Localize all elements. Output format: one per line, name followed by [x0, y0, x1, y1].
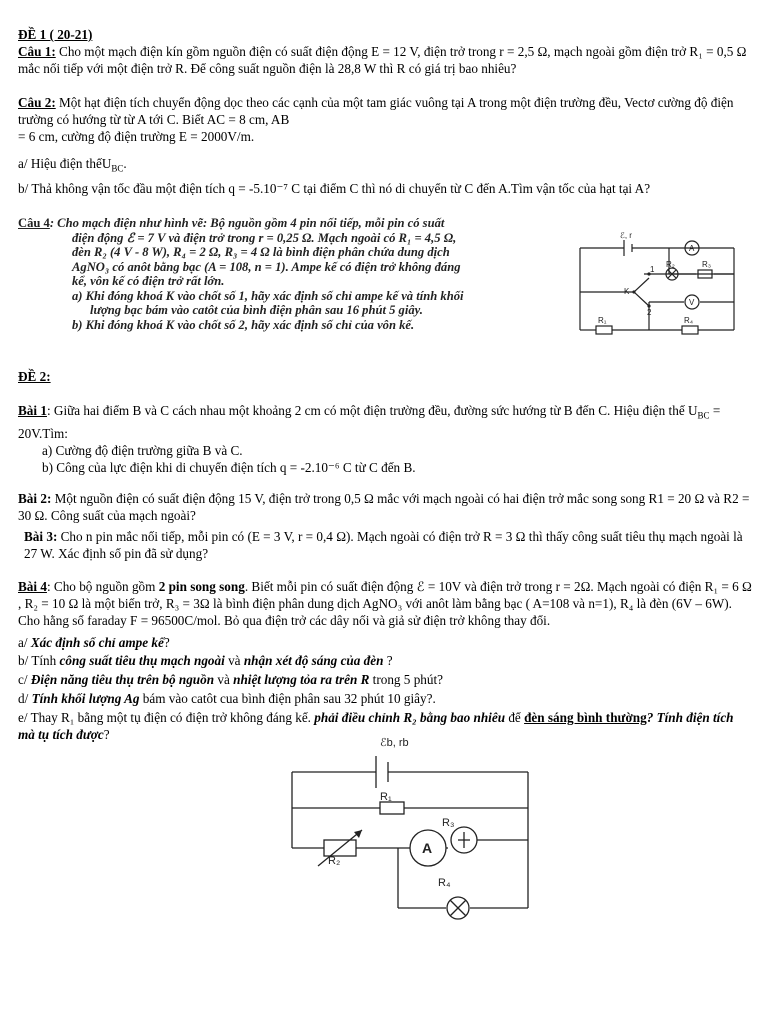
de2-bai1: Bài 1: Giữa hai điểm B và C cách nhau một khoảng 2 cm có một điện trường đều, đường sức hướng từ B đến C. Hiệu điện thế $U_{BC}$ = 20V.Tìm: a) Cường độ điện trường giữa B và C. b) Công của lực điện khi di chuyển điện tích q = -2.10⁻⁶ C từ C đến B.	[18, 402, 753, 476]
bai3-label: Bài 3:	[24, 529, 58, 544]
bai2-label: Bài 2:	[18, 491, 52, 506]
fig1-voltmeter-label: V	[689, 298, 695, 307]
cau4-block: Câu 4: Cho mạch điện như hình vẽ: Bộ nguồn gồm 4 pin nối tiếp, mỗi pin có suất điện động ℰ = 7 V và điện trở trong r = 0,25 Ω. Mạch ngoài có R₁ = 4,5 Ω, đèn R₂ (4 V - 8 W), R₄ = 2 Ω, R₃ = 4 Ω là bình điện phân chứa dung dịch AgNO₃ có anôt bằng bạc (A = 108, n = 1). Ampe kế có điện trở không đáng kể, vôn kế có điện trở rất lớn. a) Khi đóng khoá K vào chốt số 1, hãy xác định số chỉ ampe kế và tính khối lượng bạc bám vào catôt của bình điện phân sau 16 phút 5 giây. b) Khi đóng khoá K vào chốt số 2, hãy xác định số chỉ của vôn kế.	[18, 216, 464, 332]
circuit-diagram-2	[280, 730, 540, 930]
fig1-k-label: K	[624, 287, 630, 296]
bai4-question-c: c/ Điện năng tiêu thụ trên bộ nguồn và nhiệt lượng tỏa ra trên R trong 5 phút?	[18, 672, 443, 687]
fig1-r4-label: R₄	[684, 316, 694, 325]
bai1-label: Bài 1	[18, 403, 47, 418]
fig1-pin1-label: 1	[650, 265, 655, 274]
fig2-r2-label: R₂	[328, 855, 341, 867]
cau2-part-b: b/ Thả không vận tốc đầu một điện tích q = -5.10⁻⁷ C tại điểm C thì nó di chuyển từ C đến A.Tìm vận tốc của hạt tại A?	[18, 181, 651, 196]
de1-cau2	[18, 94, 753, 145]
de2-bai3: Bài 3: Cho n pin mắc nối tiếp, mỗi pin có (E = 3 V, r = 0,4 Ω). Mạch ngoài có điện trở R = 3 Ω thì thấy công suất tiêu thụ mạch ngoài là 27 W. Xác định số pin đã sử dụng?	[24, 529, 743, 561]
de2-bai2: Bài 2: Một nguồn điện có suất điện động 15 V, điện trở trong 0,5 Ω mắc với mạch ngoài có hai điện trở mắc song song R1 = 20 Ω và R2 = 30 Ω. Công suất của mạch ngoài?	[18, 491, 750, 523]
cau2-text: Một hạt điện tích chuyển động dọc theo các cạnh của một tam giác vuông tại A trong một điện trường đều, Vectơ cường độ điện trường có hướng từ từ A tới C. Biết AC = 8 cm, AB	[18, 95, 734, 127]
fig1-r2-label: R₂	[666, 260, 675, 269]
cau2-text2: = 6 cm, cường độ điện trường E = 2000V/m.	[18, 129, 255, 144]
cau4-label: Câu 4	[18, 216, 50, 230]
fig2-r4-label: R₄	[438, 877, 451, 889]
de2-title: ĐỀ 2:	[18, 369, 51, 384]
cau2-label: Câu 2:	[18, 95, 56, 110]
bai4-label: Bài 4	[18, 579, 47, 594]
fig2-source-label: ℰb, rb	[380, 737, 409, 749]
cau1-text: Cho một mạch điện kín gồm nguồn điện có suất điện động E = 12 V, điện trở trong r = 2,5 Ω, mạch ngoài gồm điện trở R₁ = 0,5 Ω mắc nối tiếp với một điện trở R. Để công suất nguồn điện là 28,8 W thì R có giá trị bao nhiêu?	[18, 44, 747, 76]
bai1-part-b: b) Công của lực điện khi di chuyển điện tích q = -2.10⁻⁶ C từ C đến B.	[42, 459, 416, 475]
fig1-pin2-label: 2	[647, 308, 652, 317]
bai1-part-a: a) Cường độ điện trường giữa B và C.	[42, 442, 243, 458]
fig2-r3-label: R₃	[442, 817, 455, 829]
fig1-ammeter-label: A	[689, 244, 695, 253]
bai4-question-d: d/ Tính khối lượng Ag bám vào catôt cua bình điện phân sau 32 phút 10 giây?.	[18, 691, 436, 706]
fig1-r1-label: R₁	[598, 316, 607, 325]
de1-title: ĐỀ 1 ( 20-21)	[18, 27, 93, 42]
bai4-question-b: b/ Tính công suất tiêu thụ mạch ngoài và nhận xét độ sáng của đèn ?	[18, 653, 393, 668]
fig1-source-label: ℰ, r	[620, 231, 632, 240]
de1-cau1	[18, 43, 753, 77]
de2-bai4: Bài 4: Cho bộ nguồn gồm 2 pin song song. Biết mỗi pin có suất điện động ℰ = 10V và điện trở trong r = 2Ω. Mạch ngoài có điện R₁ = 6 Ω , R₂ = 10 Ω là một biến trở, R₃ = 3Ω là bình điện phân dung dịch AgNO₃ với anôt làm bằng bạc ( A=108 và n=1), R₄ là đèn (6V – 6W). Cho hằng số faraday F = 96500C/mol. Bỏ qua điện trở các dây nối và giả sử điện trở không thay đổi.	[18, 579, 752, 628]
bai4-question-e: e/ Thay R₁ bằng một tụ điện có điện trở không đáng kể. phải điều chỉnh R₂ bằng bao nhiêu để đèn sáng bình thường? Tính điện tích mà tụ tích được?	[18, 710, 734, 742]
fig2-ammeter-label: A	[422, 840, 433, 856]
cau2-part-a: a/ Hiệu điện thếU$_{BC}$.	[18, 156, 127, 174]
circuit-diagram-1	[574, 226, 742, 338]
fig1-r3-label: R₃	[702, 260, 712, 269]
cau1-label: Câu 1:	[18, 44, 56, 59]
bai4-question-a: a/ Xác định số chỉ ampe kế?	[18, 635, 170, 650]
fig2-r1-label: R₁	[380, 791, 392, 803]
